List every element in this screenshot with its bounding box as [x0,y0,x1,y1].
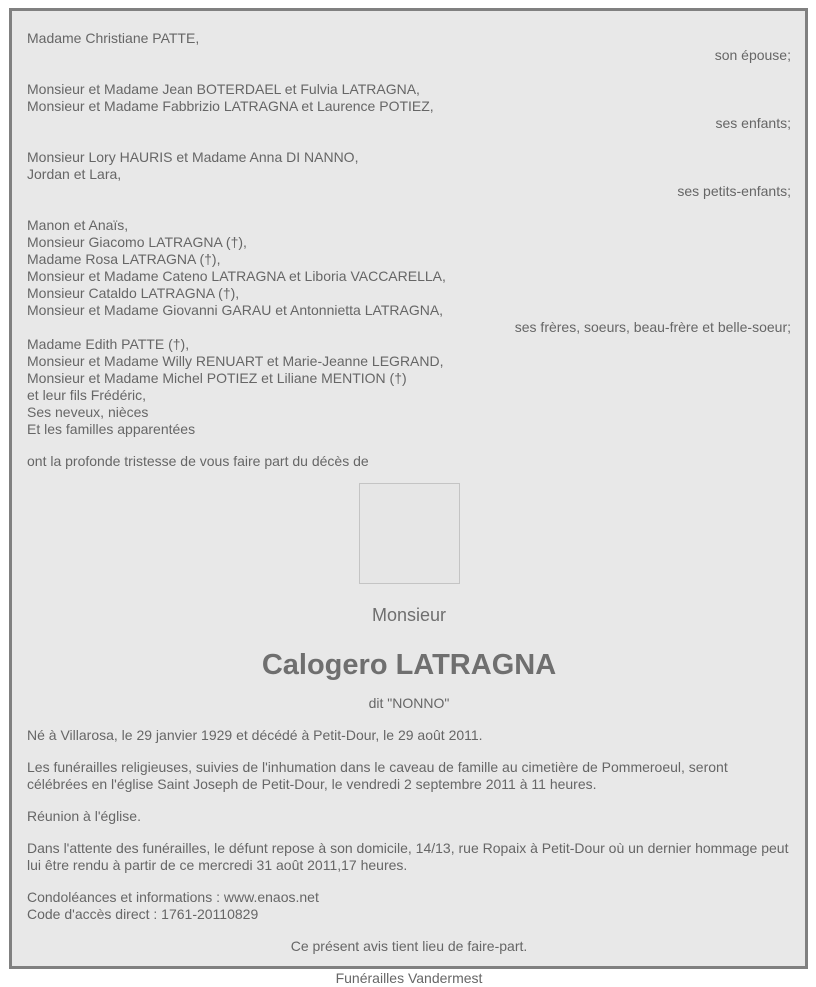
others-block [27,336,791,438]
spacer [27,470,791,483]
obituary-card [9,8,808,986]
obituary-content [27,30,791,987]
spacer [27,132,791,149]
deceased-photo-placeholder [359,483,460,584]
role-label: ses enfants; [715,115,791,131]
children-block [27,81,791,132]
announcement-text: ont la profonde tristesse de vous faire part du décès de [27,453,369,469]
deceased-nickname: dit "NONNO" [368,695,450,711]
role-label: ses petits-enfants; [677,183,791,199]
family-line: Madame Edith PATTE (†), [27,336,190,352]
role-label: ses frères, soeurs, beau-frère et belle-soeur; [514,319,791,335]
family-line: Monsieur et Madame Fabbrizio LATRAGNA et Laurence POTIEZ, [27,98,434,114]
spacer [27,793,791,808]
spacer [27,955,791,970]
grandchildren-block [27,149,791,200]
spacer [27,200,791,217]
family-line: Madame Christiane PATTE, [27,30,200,46]
deceased-name: Calogero LATRAGNA [261,649,557,681]
meeting-text: Réunion à l'église. [27,808,141,824]
access-code-text: Code d'accès direct : 1761-20110829 [27,906,259,922]
spacer [27,64,791,81]
spacer [27,626,791,648]
spacer [27,923,791,938]
family-line: Manon et Anaïs, [27,217,129,233]
deceased-honorific: Monsieur [371,605,447,625]
funeral-home-text: Funérailles Vandermest [335,970,483,986]
spacer [27,584,791,604]
family-line: Monsieur et Madame Giovanni GARAU et Antonnietta LATRAGNA, [27,302,444,318]
family-line: Monsieur et Madame Cateno LATRAGNA et Liboria VACCARELLA, [27,268,446,284]
family-line: et leur fils Frédéric, [27,387,147,403]
family-line: Monsieur et Madame Jean BOTERDAEL et Fulvia LATRAGNA, [27,81,420,97]
spacer [27,744,791,759]
family-line: Monsieur et Madame Michel POTIEZ et Liliane MENTION (†) [27,370,407,386]
funeral-text: Les funérailles religieuses, suivies de l'inhumation dans le caveau de famille au cimetière de Pommeroeul, seront célébrées en l'église Saint Joseph de Petit-Dour, le vendredi 2 septembre 2011 à 11 heures. [27,759,728,792]
family-line: Ses neveux, nièces [27,404,149,420]
family-line: Monsieur et Madame Willy RENUART et Marie-Jeanne LEGRAND, [27,353,444,369]
spacer [27,438,791,453]
rest-text: Dans l'attente des funérailles, le défunt repose à son domicile, 14/13, rue Ropaix à Petit-Dour où un dernier hommage peut lui être rendu à partir de ce mercredi 31 août 2011,17 heures. [27,840,789,873]
spacer [27,712,791,727]
spacer [27,825,791,840]
condolences-text: Condoléances et informations : www.enaos.net [27,889,319,905]
spouse-block [27,30,791,64]
family-line: Et les familles apparentées [27,421,196,437]
birth-death-text: Né à Villarosa, le 29 janvier 1929 et décédé à Petit-Dour, le 29 août 2011. [27,727,483,743]
family-line: Madame Rosa LATRAGNA (†), [27,251,221,267]
family-line: Jordan et Lara, [27,166,122,182]
family-line: Monsieur Giacomo LATRAGNA (†), [27,234,247,250]
family-line: Monsieur Lory HAURIS et Madame Anna DI NANNO, [27,149,359,165]
role-label: son épouse; [714,47,791,63]
family-line: Monsieur Cataldo LATRAGNA (†), [27,285,240,301]
notice-text: Ce présent avis tient lieu de faire-part. [290,938,528,954]
spacer [27,682,791,695]
siblings-block [27,217,791,336]
spacer [27,874,791,889]
